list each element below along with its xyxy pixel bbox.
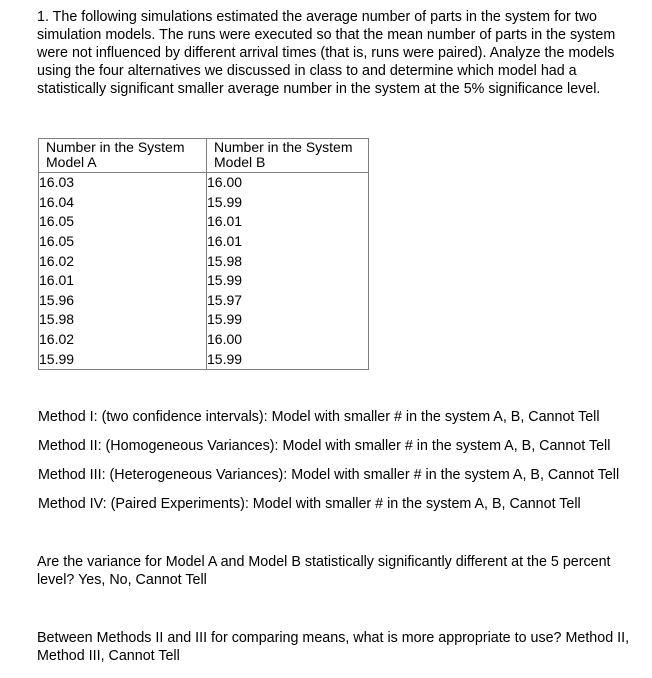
header-model-b — [207, 139, 369, 173]
model-a-value: 16.02 — [39, 251, 207, 271]
model-b-value: 15.98 — [207, 251, 369, 271]
variance-question: Are the variance for Model A and Model B statistically significantly different at the 5 percent level? Yes, No, Cannot Tell — [37, 554, 611, 588]
model-b-value: 16.00 — [207, 173, 369, 193]
model-a-value: 16.01 — [39, 271, 207, 291]
model-a-value: 15.96 — [39, 291, 207, 311]
model-a-value: 16.03 — [39, 173, 207, 193]
table-row — [39, 330, 369, 350]
table-row — [39, 291, 369, 311]
table-header-row — [39, 139, 369, 173]
method-choice-question: Between Methods II and III for comparing means, what is more appropriate to use? Method II, Method III, Cannot Tell — [37, 630, 630, 664]
header-model-a — [39, 139, 207, 173]
method-2-question: Method II: (Homogeneous Variances): Model with smaller # in the system A, B, Cannot Tell — [38, 438, 611, 454]
model-b-value: 16.01 — [207, 232, 369, 252]
method-3-question: Method III: (Heterogeneous Variances): Model with smaller # in the system A, B, Cannot Tell — [38, 467, 620, 483]
model-b-value: 15.99 — [207, 349, 369, 369]
model-b-value: 15.99 — [207, 193, 369, 213]
table-row — [39, 251, 369, 271]
header-model-b-line1: Number in the System — [214, 139, 353, 155]
header-model-a-line1: Number in the System — [46, 139, 185, 155]
model-b-value: 16.00 — [207, 330, 369, 350]
model-a-value: 15.99 — [39, 349, 207, 369]
method-4-question: Method IV: (Paired Experiments): Model with smaller # in the system A, B, Cannot Tell — [38, 496, 581, 512]
table-row — [39, 173, 369, 193]
method-1-question: Method I: (two confidence intervals): Model with smaller # in the system A, B, Cannot Tell — [38, 409, 600, 425]
model-a-value: 16.05 — [39, 212, 207, 232]
model-b-value: 15.97 — [207, 291, 369, 311]
model-b-value: 15.99 — [207, 310, 369, 330]
model-a-value: 15.98 — [39, 310, 207, 330]
simulation-data-table — [38, 138, 369, 370]
table-row — [39, 310, 369, 330]
header-model-a-line2: Model A — [46, 154, 97, 170]
model-b-value: 15.99 — [207, 271, 369, 291]
table-row — [39, 193, 369, 213]
problem-intro: 1. The following simulations estimated the average number of parts in the system for two simulation models. The runs were executed so that the mean number of parts in the system were not influenced by different arrival times (that is, runs were paired). Analyze the models using the four alternatives we discussed in class to and determine which model had a statistically significant smaller average number in the system at the 5% significance level. — [37, 9, 616, 97]
model-a-value: 16.04 — [39, 193, 207, 213]
model-b-value: 16.01 — [207, 212, 369, 232]
table-row — [39, 349, 369, 369]
model-a-value: 16.05 — [39, 232, 207, 252]
table-row — [39, 212, 369, 232]
table-row — [39, 271, 369, 291]
model-a-value: 16.02 — [39, 330, 207, 350]
table-row — [39, 232, 369, 252]
header-model-b-line2: Model B — [214, 154, 266, 170]
